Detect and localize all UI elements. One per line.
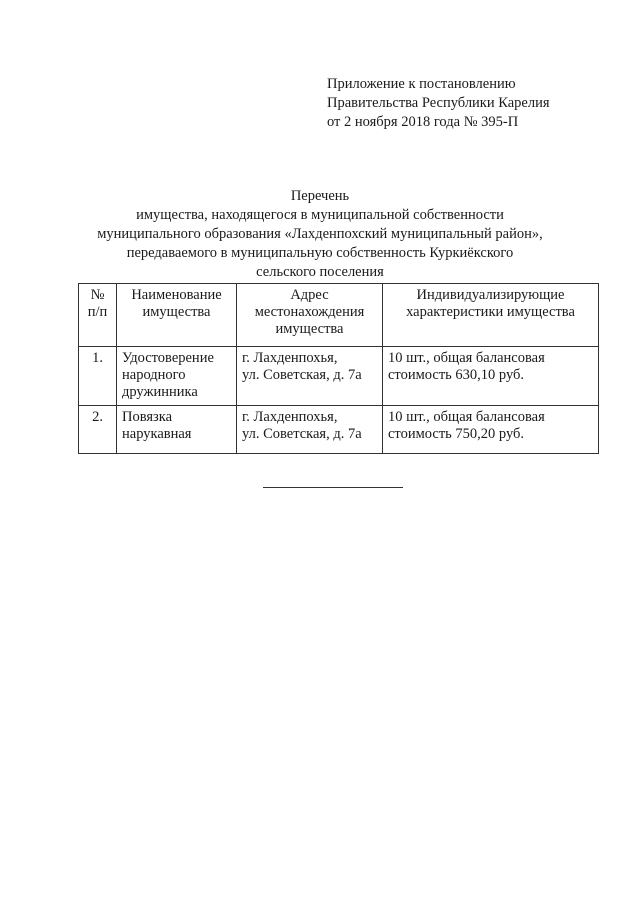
row-number: 2. (79, 406, 117, 454)
appendix-line-3: от 2 ноября 2018 года № 395-П (327, 114, 519, 130)
table-row (79, 347, 599, 406)
row-number: 1. (79, 347, 117, 406)
row-characteristics (383, 347, 599, 406)
document-heading (60, 187, 580, 282)
header-name-line-2: имущества (142, 304, 211, 320)
appendix-block (327, 75, 550, 132)
table-header-row (79, 284, 599, 347)
row-address-line-2: ул. Советская, д. 7а (242, 367, 362, 383)
heading-line-1: имущества, находящегося в муниципальной собственности (136, 207, 504, 223)
heading-line-4: сельского поселения (256, 264, 384, 280)
row-name-line-2: нарукавная (122, 426, 192, 442)
row-name (117, 347, 237, 406)
row-name-line-2: народного (122, 367, 186, 383)
header-number (79, 284, 117, 347)
table-row (79, 406, 599, 454)
row-name-line-1: Удостоверение (122, 350, 214, 366)
row-address-line-2: ул. Советская, д. 7а (242, 426, 362, 442)
header-number-line-1: № (90, 287, 105, 303)
header-name-line-1: Наименование (131, 287, 222, 303)
row-name-line-3: дружинника (122, 384, 198, 400)
header-address-line-1: Адрес (290, 287, 329, 303)
row-address-line-1: г. Лахденпохья, (242, 350, 338, 366)
row-address (237, 406, 383, 454)
header-address (237, 284, 383, 347)
row-address-line-1: г. Лахденпохья, (242, 409, 338, 425)
header-number-line-2: п/п (87, 304, 108, 320)
heading-title: Перечень (290, 188, 350, 204)
property-table (78, 283, 599, 454)
heading-line-3: передаваемого в муниципальную собственность Куркиёкского (126, 245, 514, 261)
row-name (117, 406, 237, 454)
row-characteristics-line-2: стоимость 630,10 руб. (388, 367, 525, 383)
appendix-line-2: Правительства Республики Карелия (327, 95, 550, 111)
row-characteristics-line-1: 10 шт., общая балансовая (388, 409, 545, 425)
appendix-line-1: Приложение к постановлению (327, 76, 516, 92)
row-characteristics-line-2: стоимость 750,20 руб. (388, 426, 525, 442)
header-address-line-3: имущества (275, 321, 344, 337)
row-characteristics (383, 406, 599, 454)
closing-divider (263, 487, 403, 488)
header-address-line-2: местонахождения (254, 304, 365, 320)
row-name-line-1: Повязка (122, 409, 173, 425)
header-characteristics-line-1: Индивидуализирующие (416, 287, 565, 303)
heading-line-2: муниципального образования «Лахденпохский муниципальный район», (97, 226, 543, 242)
row-address (237, 347, 383, 406)
header-characteristics (383, 284, 599, 347)
row-characteristics-line-1: 10 шт., общая балансовая (388, 350, 545, 366)
header-name (117, 284, 237, 347)
header-characteristics-line-2: характеристики имущества (406, 304, 575, 320)
